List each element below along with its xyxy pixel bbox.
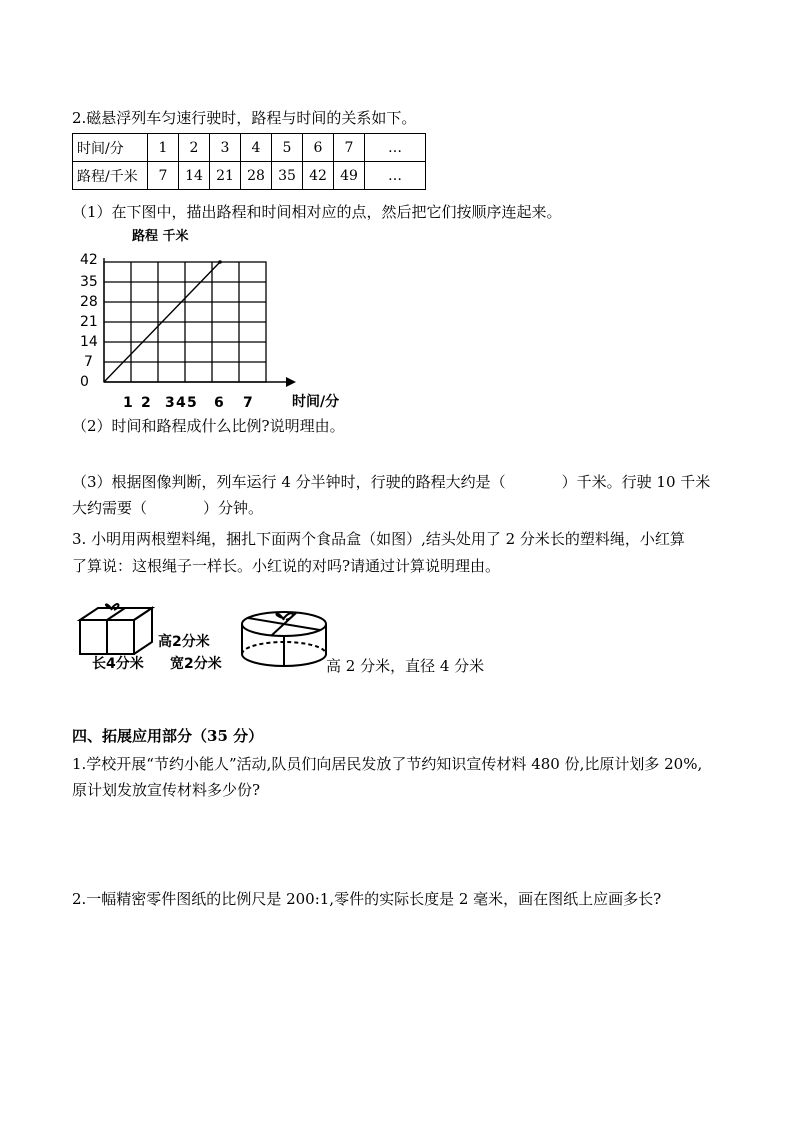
x-tick-label: 1: [123, 395, 133, 411]
table-cell: 35: [272, 162, 303, 190]
cylinder-box-illustration: [236, 596, 336, 676]
q2-stem: 2.磁悬浮列车匀速行驶时，路程与时间的关系如下。: [72, 109, 417, 127]
y-tick-label: 14: [80, 334, 98, 350]
x-tick-label: 7: [243, 395, 253, 411]
x-tick-label: 4: [176, 395, 186, 411]
q2-part3-text-b: ）千米。行驶 10 千米: [561, 473, 711, 491]
q2-part3-text-c: 大约需要（: [72, 499, 148, 517]
table-cell: …: [365, 134, 426, 162]
table-cell: 4: [241, 134, 272, 162]
graph-x-title: 时间/分: [292, 394, 340, 410]
table-header-distance: 路程/千米: [73, 162, 148, 190]
table-row-distance: [73, 162, 426, 190]
q2-part3-text-d: ）分钟。: [203, 499, 264, 517]
time-distance-table: [72, 133, 426, 190]
table-cell: 2: [179, 134, 210, 162]
table-cell: 28: [241, 162, 272, 190]
table-cell: 7: [334, 134, 365, 162]
s4-q1-line1: 1.学校开展“节约小能人”活动,队员们向居民发放了节约知识宣传材料 480 份,比原计划多 20%,: [72, 755, 703, 773]
table-cell: 6: [303, 134, 334, 162]
graph-point: [218, 260, 222, 264]
table-cell: 42: [303, 162, 334, 190]
section4-title: 四、拓展应用部分（35 分）: [72, 727, 264, 745]
y-tick-label: 21: [80, 314, 98, 330]
table-cell: …: [365, 162, 426, 190]
box-width-label: 宽2分米: [170, 656, 222, 672]
graph-y-title: 路程 千米: [132, 229, 189, 244]
table-cell: 14: [179, 162, 210, 190]
table-cell: 7: [148, 162, 179, 190]
q2-part2: （2）时间和路程成什么比例?说明理由。: [72, 417, 345, 435]
q2-part1: （1）在下图中，描出路程和时间相对应的点，然后把它们按顺序连起来。: [72, 203, 562, 221]
x-axis-arrow-icon: [286, 377, 296, 387]
y-tick-label: 7: [84, 354, 93, 370]
q2-part3-line2: [72, 498, 263, 518]
table-cell: 3: [210, 134, 241, 162]
bow-icon: [276, 613, 292, 620]
table-header-time: 时间/分: [73, 134, 148, 162]
x-tick-label: 5: [187, 395, 197, 411]
q3-stem-line1: 3. 小明用两根塑料绳，捆扎下面两个食品盒（如图）,结头处用了 2 分米长的塑料绳，小红算: [72, 530, 685, 548]
table-cell: 21: [210, 162, 241, 190]
table-row-time: [73, 134, 426, 162]
s4-q2: 2.一幅精密零件图纸的比例尺是 200:1,零件的实际长度是 2 毫米，画在图纸上应画多长?: [72, 890, 662, 908]
s4-q1-line2: 原计划发放宣传材料多少份?: [72, 781, 261, 799]
box-length-label: 长4分米: [92, 656, 144, 672]
table-cell: 49: [334, 162, 365, 190]
y-tick-label: 35: [80, 274, 98, 290]
cylinder-label: 高 2 分米，直径 4 分米: [326, 657, 485, 675]
x-tick-label: 3: [165, 395, 175, 411]
q3-stem-line2: 了算说：这根绳子一样长。小红说的对吗?请通过计算说明理由。: [72, 557, 501, 575]
bow-icon: [106, 604, 119, 610]
y-tick-label: 0: [80, 374, 89, 390]
x-tick-label: 2: [141, 395, 151, 411]
graph-grid: [104, 262, 266, 382]
box-height-label: 高2分米: [158, 634, 210, 650]
table-cell: 5: [272, 134, 303, 162]
q2-part3-text-a: （3）根据图像判断，列车运行 4 分半钟时，行驶的路程大约是（: [72, 473, 506, 491]
y-tick-label: 28: [80, 294, 98, 310]
box-side: [134, 608, 152, 654]
distance-time-graph: [70, 222, 370, 412]
q2-part3-line1: [72, 472, 710, 492]
x-tick-label: 6: [214, 395, 224, 411]
y-tick-label: 42: [80, 252, 98, 268]
table-cell: 1: [148, 134, 179, 162]
